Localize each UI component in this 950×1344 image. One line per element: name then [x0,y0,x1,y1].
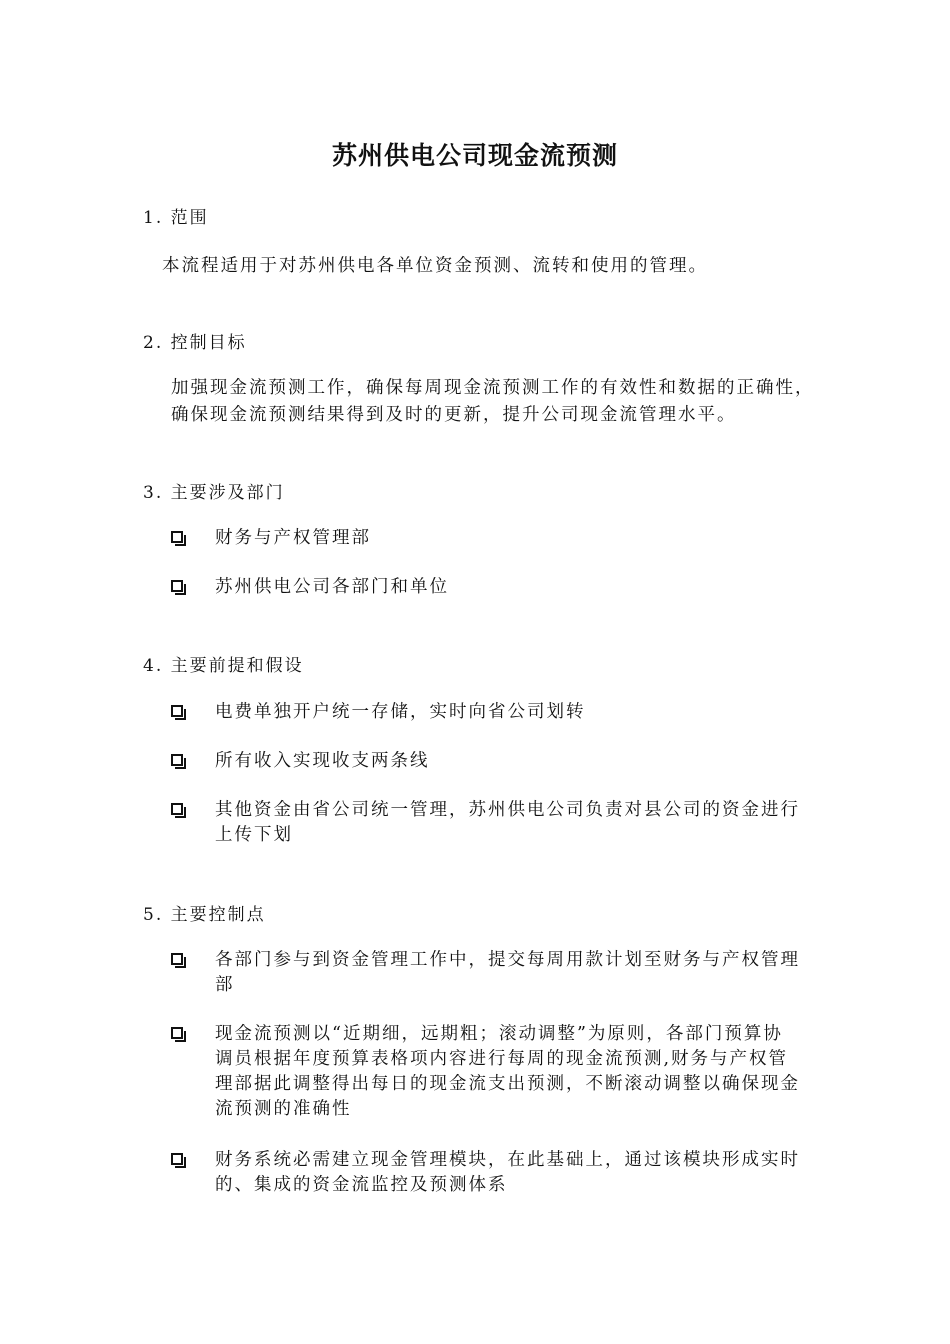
list-item-line: 的、集成的资金流监控及预测体系 [215,1175,508,1195]
section-paragraph-objective [171,375,815,429]
paragraph-line: 加强现金流预测工作，确保每周现金流预测工作的有效性和数据的正确性， [171,378,815,398]
list-item-line: 所有收入实现收支两条线 [215,751,430,771]
section-heading-scope: 1. 范围 [143,208,209,228]
section-heading-control-points: 5. 主要控制点 [143,905,266,925]
list-item-line: 财务系统必需建立现金管理模块，在此基础上，通过该模块形成实时 [215,1150,800,1170]
list-item-line: 其他资金由省公司统一管理，苏州供电公司负责对县公司的资金进行 [215,800,800,820]
list-item-line: 各部门参与到资金管理工作中，提交每周用款计划至财务与产权管理 [215,950,800,970]
list-item-line: 理部据此调整得出每日的现金流支出预测，不断滚动调整以确保现金 [215,1074,800,1094]
checkbox-bullet-icon [171,705,183,717]
list-item-line: 电费单独开户统一存储，实时向省公司划转 [215,702,586,722]
checkbox-bullet-icon [171,803,183,815]
checkbox-bullet-icon [171,1027,183,1039]
checkbox-bullet-icon [171,953,183,965]
section-paragraph-scope [162,253,708,280]
checkbox-bullet-icon [171,754,183,766]
section-heading-departments: 3. 主要涉及部门 [143,483,285,503]
list-item-line: 苏州供电公司各部门和单位 [215,577,449,597]
checkbox-bullet-icon [171,531,183,543]
list-item-line: 部 [215,975,235,995]
list-item-line: 现金流预测以“近期细，远期粗；滚动调整”为原则，各部门预算协 [215,1024,783,1044]
paragraph-line: 本流程适用于对苏州供电各单位资金预测、流转和使用的管理。 [162,256,708,276]
paragraph-line: 确保现金流预测结果得到及时的更新，提升公司现金流管理水平。 [171,405,737,425]
list-item-line: 上传下划 [215,825,293,845]
section-heading-objective: 2. 控制目标 [143,333,247,353]
list-item-line: 财务与产权管理部 [215,528,371,548]
section-heading-assumptions: 4. 主要前提和假设 [143,656,304,676]
list-item-line: 调员根据年度预算表格项内容进行每周的现金流预测,财务与产权管 [215,1049,789,1069]
list-item-line: 流预测的准确性 [215,1099,352,1119]
document-title: 苏州供电公司现金流预测 [331,141,618,170]
checkbox-bullet-icon [171,580,183,592]
checkbox-bullet-icon [171,1153,183,1165]
